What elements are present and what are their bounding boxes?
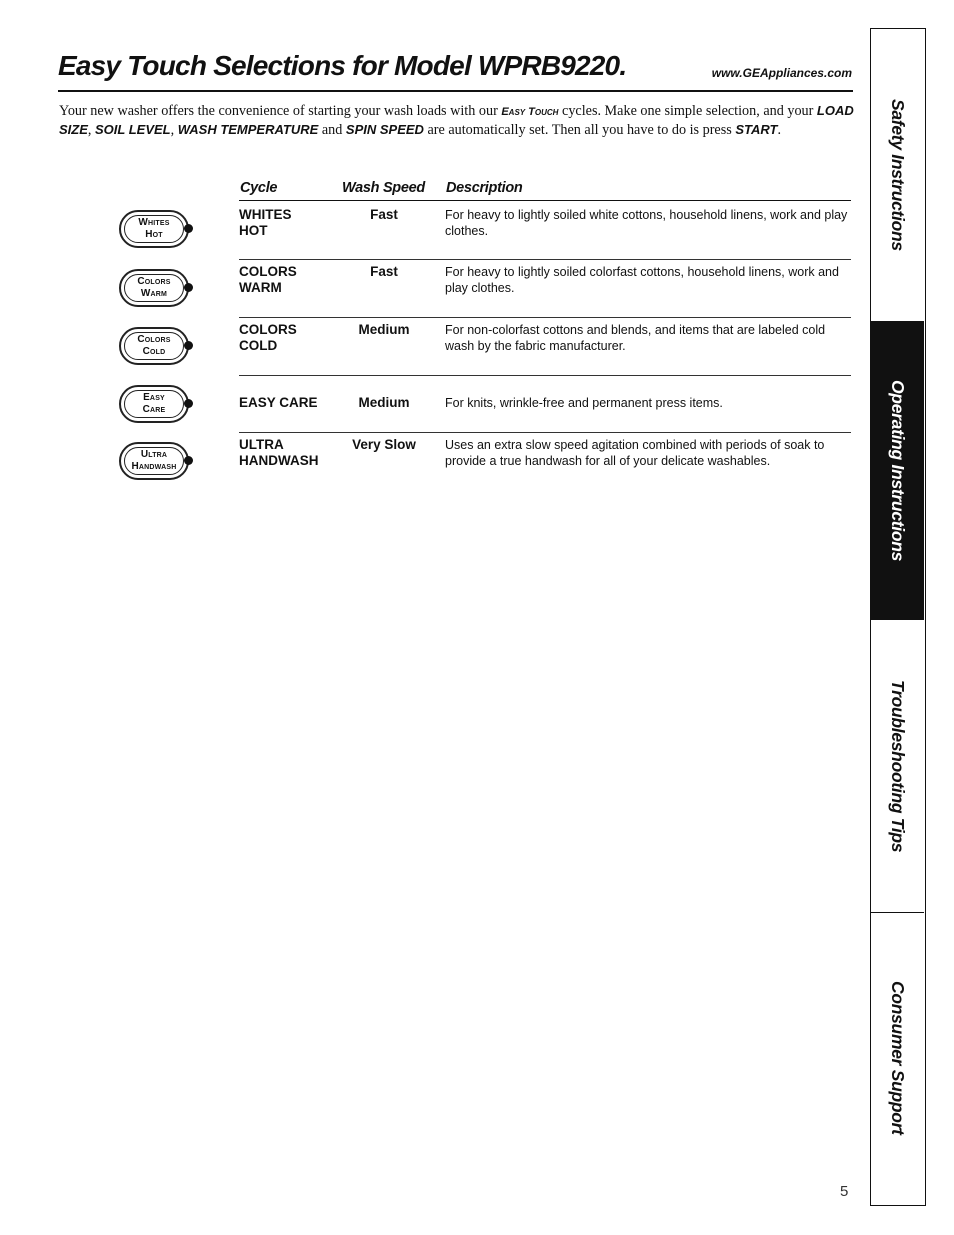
row-divider xyxy=(239,432,851,433)
tab-operating-instructions[interactable] xyxy=(871,322,924,619)
wash-temperature-term: WASH TEMPERATURE xyxy=(177,122,319,137)
load-size-term: LOAD SIZE xyxy=(59,103,854,137)
button-label: Easy xyxy=(143,392,165,403)
cycle-name: EASY CARE xyxy=(239,395,318,410)
easy-care-button-icon xyxy=(119,385,189,423)
whites-hot-button-icon xyxy=(119,210,189,248)
cycle-description: For heavy to lightly soiled white cottons, household linens, work and play clothes. xyxy=(445,208,848,238)
button-face xyxy=(124,447,184,475)
tab-troubleshooting-tips[interactable] xyxy=(871,620,924,912)
button-label: Colors xyxy=(137,276,171,287)
button-label: Whites xyxy=(138,217,170,228)
ultra-handwash-button-icon xyxy=(119,442,189,480)
wash-speed: Medium xyxy=(358,322,410,337)
header-rule xyxy=(239,200,851,201)
indicator-light-icon xyxy=(184,341,193,350)
title-rule xyxy=(58,90,853,92)
soil-level-term: SOIL LEVEL xyxy=(95,122,171,137)
intro-text: , xyxy=(87,122,95,138)
cycle-name: ULTRA HANDWASH xyxy=(239,437,319,468)
easy-touch-term: Easy Touch xyxy=(501,106,559,118)
page-number: 5 xyxy=(840,1183,849,1200)
button-face xyxy=(124,215,184,243)
cycle-description: For non-colorfast cottons and blends, and items that are labeled cold wash by the fabric manufacturer. xyxy=(445,323,826,353)
col-header-cycle: Cycle xyxy=(240,180,278,196)
button-label: Warm xyxy=(140,288,168,299)
intro-paragraph xyxy=(59,102,859,139)
button-label: Cold xyxy=(142,346,166,357)
wash-speed: Fast xyxy=(370,207,398,222)
button-label: Ultra xyxy=(140,449,168,460)
website-url: www.GEAppliances.com xyxy=(711,66,852,80)
cycle-name: COLORS WARM xyxy=(239,264,297,295)
intro-text: are automatically set. Then all you have to do is press xyxy=(423,122,736,138)
tab-safety-instructions[interactable] xyxy=(871,29,924,321)
intro-text: , xyxy=(170,122,178,138)
wash-speed: Very Slow xyxy=(352,437,416,452)
row-divider xyxy=(239,375,851,376)
cycle-name: WHITES HOT xyxy=(239,207,292,238)
cycle-description: For heavy to lightly soiled colorfast cottons, household linens, work and play clothes. xyxy=(445,265,839,295)
indicator-light-icon xyxy=(184,224,193,233)
start-term: START xyxy=(735,122,778,137)
tab-label: Consumer Support xyxy=(888,981,908,1135)
indicator-light-icon xyxy=(184,283,193,292)
intro-text: . xyxy=(777,122,782,138)
tab-label: Safety Instructions xyxy=(888,99,908,251)
tab-label: Operating Instructions xyxy=(888,379,908,562)
intro-text: Your new washer offers the convenience of starting your wash loads with our xyxy=(59,103,502,119)
button-label: Care xyxy=(142,404,166,415)
button-face xyxy=(124,274,184,302)
indicator-light-icon xyxy=(184,399,193,408)
cycle-description: For knits, wrinkle-free and permanent press items. xyxy=(445,396,723,410)
intro-text: cycles. Make one simple selection, and your xyxy=(558,103,817,119)
colors-cold-button-icon xyxy=(119,327,189,365)
section-sidebar xyxy=(870,28,926,1206)
wash-speed: Fast xyxy=(370,264,398,279)
tab-label: Troubleshooting Tips xyxy=(888,679,908,853)
wash-speed: Medium xyxy=(358,395,410,410)
col-header-description: Description xyxy=(446,180,523,196)
button-label: Handwash xyxy=(131,461,177,472)
intro-text: and xyxy=(318,122,346,138)
row-divider xyxy=(239,259,851,260)
button-label: Hot xyxy=(145,229,163,240)
cycle-description: Uses an extra slow speed agitation combined with periods of soak to provide a true handwash for all of your delicate washables. xyxy=(445,438,825,468)
row-divider xyxy=(239,317,851,318)
col-header-wash-speed: Wash Speed xyxy=(342,180,425,196)
button-face xyxy=(124,390,184,418)
spin-speed-term: SPIN SPEED xyxy=(345,122,424,137)
button-face xyxy=(124,332,184,360)
indicator-light-icon xyxy=(184,456,193,465)
colors-warm-button-icon xyxy=(119,269,189,307)
cycle-name: COLORS COLD xyxy=(239,322,297,353)
button-label: Colors xyxy=(137,334,171,345)
page-title: Easy Touch Selections for Model WPRB9220. xyxy=(58,50,627,81)
tab-consumer-support[interactable] xyxy=(871,913,924,1203)
